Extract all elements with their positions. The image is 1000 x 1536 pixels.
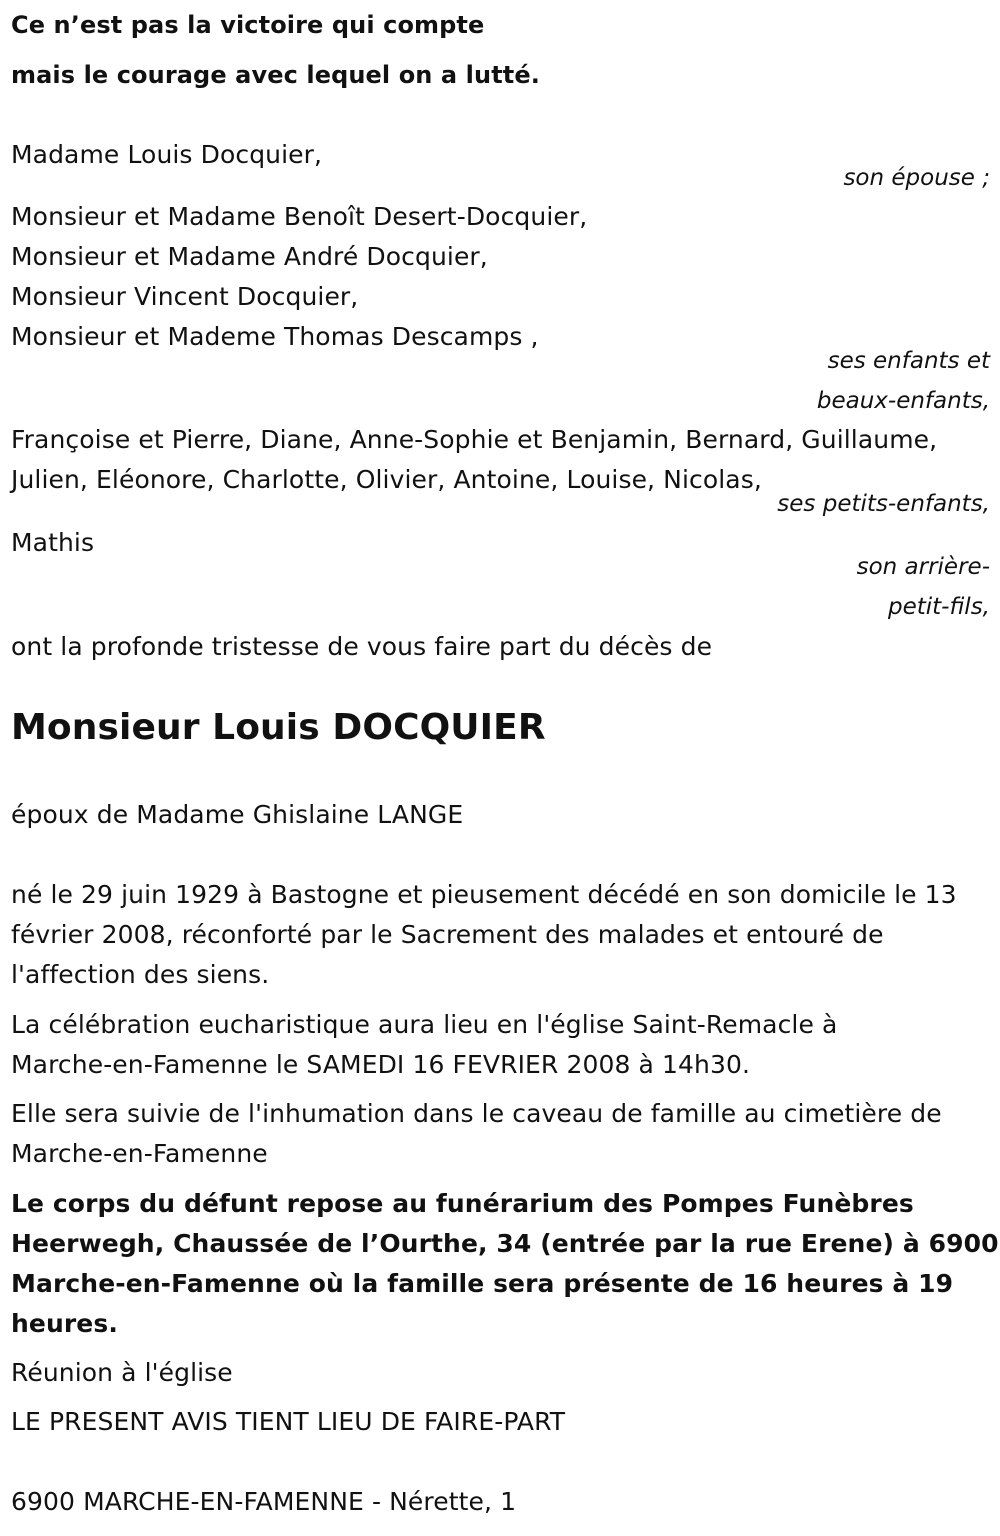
burial-line-1: Elle sera suivie de l'inhumation dans le caveau de famille au cimetière de — [11, 1099, 942, 1128]
funeral-home-line-2: Heerwegh, Chaussée de l’Ourthe, 34 (entrée par la rue Erene) à 6900 — [11, 1229, 999, 1258]
children-role-line-1: ses enfants et — [827, 348, 990, 374]
funeral-home-line-4: heures. — [11, 1309, 118, 1338]
great-grandchild-name: Mathis — [11, 528, 95, 557]
great-grandchild-role-line-1: son arrière- — [856, 554, 990, 580]
child-entry: Monsieur et Madame André Docquier, — [11, 242, 488, 271]
announcement-text: ont la profonde tristesse de vous faire part du décès de — [11, 632, 713, 661]
child-entry: Monsieur Vincent Docquier, — [11, 282, 359, 311]
birth-death-line-3: l'affection des siens. — [11, 960, 270, 989]
child-entry: Monsieur et Madame Benoît Desert-Docquier, — [11, 202, 588, 231]
spouse-name: Madame Louis Docquier, — [11, 140, 323, 169]
spouse-role: son épouse ; — [843, 165, 990, 191]
grandchildren-role: ses petits-enfants, — [777, 491, 990, 517]
great-grandchild-role-line-2: petit-fils, — [887, 594, 990, 620]
motto-line-1: Ce n’est pas la victoire qui compte — [11, 11, 485, 39]
motto-line-2: mais le courage avec lequel on a lutté. — [11, 61, 540, 89]
birth-death-line-2: février 2008, réconforté par le Sacrement des malades et entouré de — [11, 920, 884, 949]
child-entry: Monsieur et Mademe Thomas Descamps , — [11, 322, 539, 351]
spouse-of-text: époux de Madame Ghislaine LANGE — [11, 800, 464, 829]
address-text: 6900 MARCHE-EN-FAMENNE - Nérette, 1 — [11, 1487, 517, 1516]
grandchildren-line-2: Julien, Eléonore, Charlotte, Olivier, Antoine, Louise, Nicolas, — [11, 465, 762, 494]
grandchildren-line-1: Françoise et Pierre, Diane, Anne-Sophie et Benjamin, Bernard, Guillaume, — [11, 425, 938, 454]
celebration-line-1: La célébration eucharistique aura lieu en l'église Saint-Remacle à — [11, 1010, 838, 1039]
notice-text: LE PRESENT AVIS TIENT LIEU DE FAIRE-PART — [11, 1407, 566, 1436]
children-role-line-2: beaux-enfants, — [816, 388, 990, 414]
funeral-home-line-1: Le corps du défunt repose au funérarium des Pompes Funèbres — [11, 1189, 914, 1218]
birth-death-line-1: né le 29 juin 1929 à Bastogne et pieusement décédé en son domicile le 13 — [11, 880, 957, 909]
deceased-name: Monsieur Louis DOCQUIER — [11, 707, 546, 748]
celebration-line-2: Marche-en-Famenne le SAMEDI 16 FEVRIER 2008 à 14h30. — [11, 1050, 751, 1079]
meeting-text: Réunion à l'église — [11, 1358, 233, 1387]
burial-line-2: Marche-en-Famenne — [11, 1139, 268, 1168]
funeral-home-line-3: Marche-en-Famenne où la famille sera présente de 16 heures à 19 — [11, 1269, 954, 1298]
